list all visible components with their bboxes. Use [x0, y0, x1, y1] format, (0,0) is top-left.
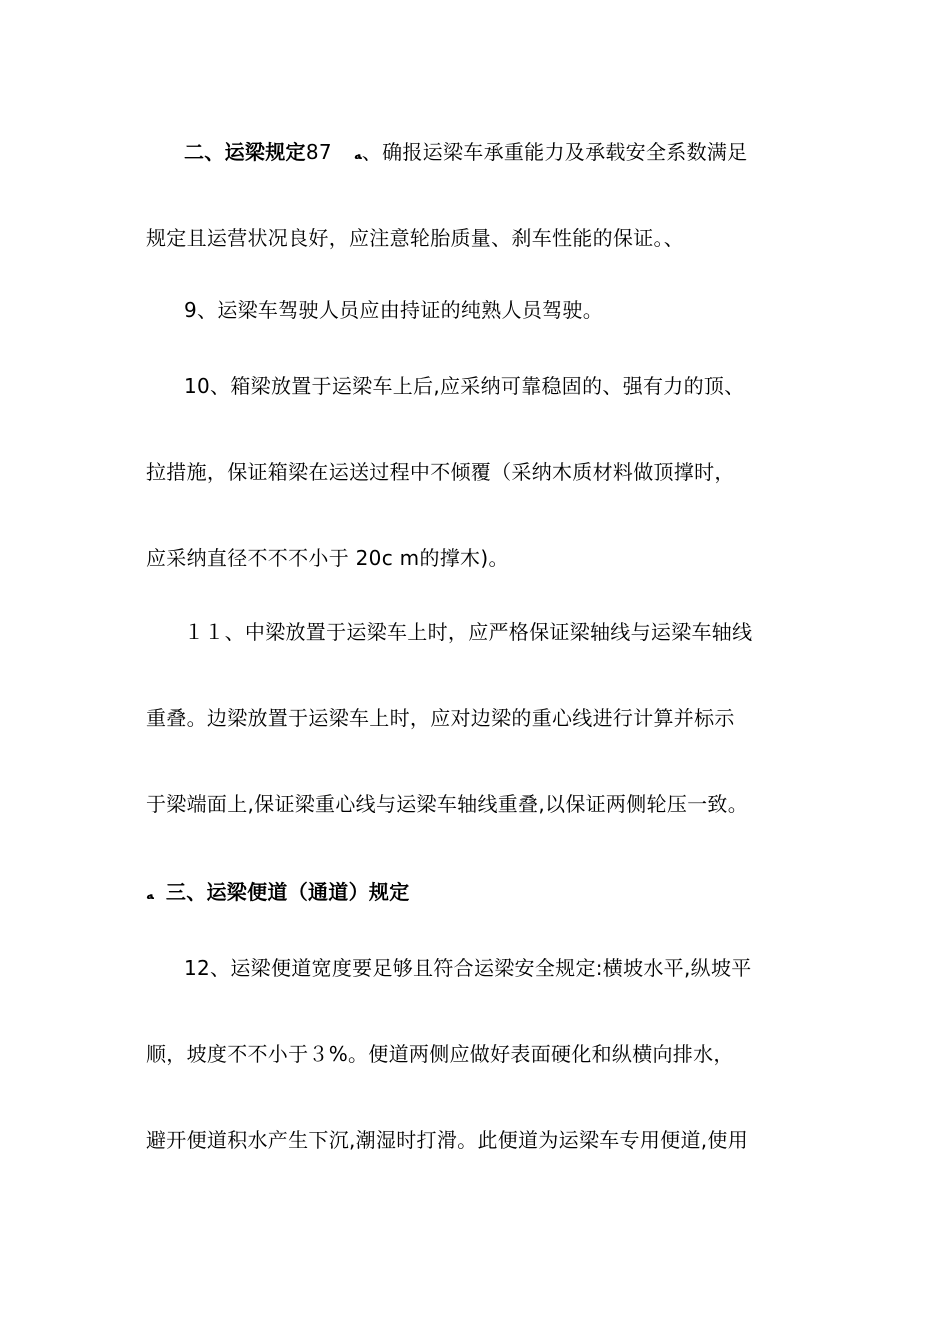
paragraph-line: 规定且运营状况良好，应注意轮胎质量、刹车性能的保证。、: [146, 226, 685, 250]
paragraph-line: [184, 138, 806, 170]
paragraph-text: 、确报运梁车承重能力及承载安全系数满足: [361, 140, 748, 164]
paragraph-line: 9、运梁车驾驶人员应由持证的纯熟人员驾驶。: [184, 298, 604, 322]
paragraph-line: 10、箱梁放置于运梁车上后,应采纳可靠稳固的、强有力的顶、: [184, 374, 745, 398]
item-number: 87: [305, 140, 332, 164]
paragraph-line: 拉措施，保证箱梁在运送过程中不倾覆（采纳木质材料做顶撑时，: [146, 460, 735, 484]
paragraph-line: 避开便道积水产生下沉,潮湿时打滑。此便道为运梁车专用便道,使用: [146, 1128, 749, 1152]
stray-mark: ﻪ: [146, 888, 154, 903]
stray-mark: ﻪ: [353, 148, 362, 163]
paragraph-line: 应采纳直径不不不小于 20c m的撑木)。: [146, 546, 509, 570]
paragraph-line: 于梁端面上,保证梁重心线与运梁车轴线重叠,以保证两侧轮压一致。: [146, 792, 749, 816]
paragraph-line: 顺，坡度不不小于３%。便道两侧应做好表面硬化和纵横向排水，: [146, 1042, 734, 1066]
section-heading: 二、运梁规定: [184, 140, 306, 164]
section-heading: 三、运梁便道（通道）规定: [165, 880, 410, 904]
section-heading-line: [146, 878, 806, 910]
paragraph-line: 12、运梁便道宽度要足够且符合运梁安全规定:横坡水平,纵坡平: [184, 956, 752, 980]
paragraph-line: 重叠。边梁放置于运梁车上时，应对边梁的重心线进行计算并标示: [146, 706, 735, 730]
paragraph-line: １１、中梁放置于运梁车上时，应严格保证梁轴线与运梁车轴线: [184, 620, 753, 644]
